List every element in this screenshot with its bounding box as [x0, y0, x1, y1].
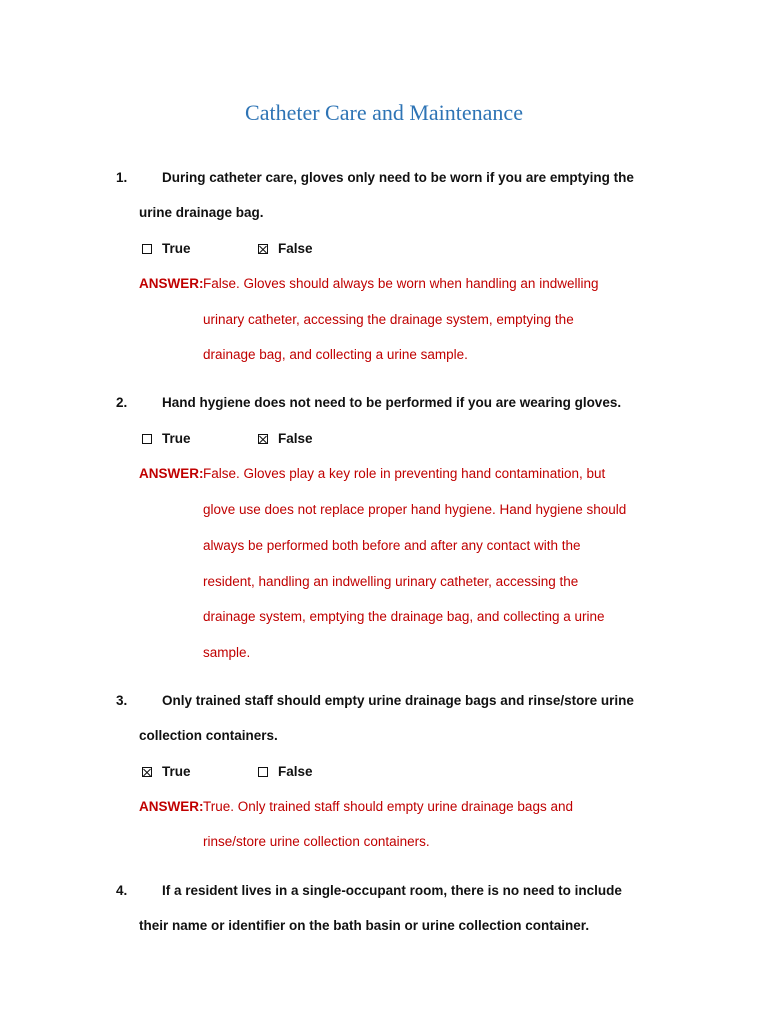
checkbox-empty-icon[interactable]: [142, 434, 152, 444]
answer-text: True. Only trained staff should empty urine drainage bags and: [203, 799, 573, 814]
answer-text: always be performed both before and after any contact with the: [203, 538, 581, 553]
option-true[interactable]: [142, 430, 191, 448]
answer-label: ANSWER:: [139, 799, 204, 814]
question-text: During catheter care, gloves only need to be worn if you are emptying the: [162, 170, 634, 185]
question-text: Only trained staff should empty urine drainage bags and rinse/store urine: [162, 693, 634, 708]
checkbox-checked-icon[interactable]: [142, 767, 152, 777]
question-text: If a resident lives in a single-occupant room, there is no need to include: [162, 883, 622, 898]
question-text: collection containers.: [139, 728, 278, 743]
checkbox-checked-icon[interactable]: [258, 434, 268, 444]
option-label: False: [278, 431, 313, 446]
option-label: False: [278, 241, 313, 256]
question-number: 2.: [116, 395, 128, 410]
answer-text: False. Gloves play a key role in preventing hand contamination, but: [203, 466, 606, 481]
answer-text: drainage bag, and collecting a urine sample.: [203, 347, 468, 362]
option-false[interactable]: [258, 430, 313, 448]
answer-text: resident, handling an indwelling urinary catheter, accessing the: [203, 574, 579, 589]
answer-text: rinse/store urine collection containers.: [203, 834, 430, 849]
answer-text: sample.: [203, 645, 251, 660]
option-label: True: [162, 431, 191, 446]
answer-text: False. Gloves should always be worn when handling an indwelling: [203, 276, 599, 291]
question-number: 3.: [116, 693, 128, 708]
checkbox-empty-icon[interactable]: [142, 244, 152, 254]
option-label: True: [162, 764, 191, 779]
option-true[interactable]: [142, 763, 191, 781]
option-true[interactable]: [142, 240, 191, 258]
answer-label: ANSWER:: [139, 276, 204, 291]
answer-text: urinary catheter, accessing the drainage system, emptying the: [203, 312, 574, 327]
option-false[interactable]: [258, 763, 313, 781]
page-title: Catheter Care and Maintenance: [245, 100, 523, 125]
question-text: Hand hygiene does not need to be performed if you are wearing gloves.: [162, 395, 622, 410]
checkbox-checked-icon[interactable]: [258, 244, 268, 254]
option-label: False: [278, 764, 313, 779]
question-number: 1.: [116, 170, 128, 185]
answer-text: drainage system, emptying the drainage bag, and collecting a urine: [203, 609, 605, 624]
checkbox-empty-icon[interactable]: [258, 767, 268, 777]
answer-label: ANSWER:: [139, 466, 204, 481]
option-false[interactable]: [258, 240, 313, 258]
answer-text: glove use does not replace proper hand hygiene. Hand hygiene should: [203, 502, 627, 517]
question-text: their name or identifier on the bath basin or urine collection container.: [139, 918, 590, 933]
option-label: True: [162, 241, 191, 256]
question-text: urine drainage bag.: [139, 205, 264, 220]
question-number: 4.: [116, 883, 128, 898]
